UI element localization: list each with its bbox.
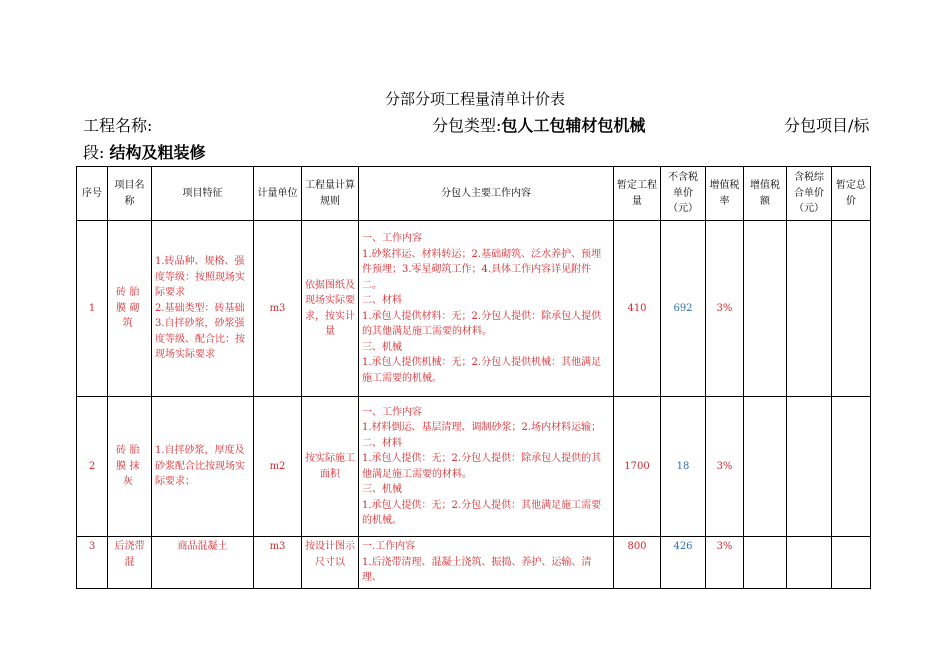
row-qty: 800	[614, 537, 661, 589]
table-row	[77, 221, 871, 397]
row-name: 砖胎膜砌筑	[108, 221, 152, 397]
feature-line: 2.基础类型：砖基础	[155, 302, 245, 314]
header-name: 项目名称	[108, 167, 152, 221]
section-value: 结构及粗装修	[109, 143, 206, 162]
feature-line: 3.自拌砂浆，砂浆强度等级、配合比：按现场实际要求	[155, 318, 245, 361]
row-work	[359, 221, 614, 397]
header-unit: 计量单位	[254, 167, 302, 221]
subcontract-type-value: 包人工包辅材包机械	[501, 116, 646, 135]
row-name: 砖胎膜抹灰	[108, 397, 152, 537]
row-total	[832, 537, 871, 589]
row-total	[832, 221, 871, 397]
row-price-ex: 18	[661, 397, 706, 537]
feature-line: 商品混凝土	[177, 541, 228, 552]
document-title: 分部分项工程量清单计价表	[384, 90, 565, 108]
work-line: 1.砂浆拌运、材料转运；2.基础砌筑、泛水养护、预埋件预埋；3.零星砌筑工作；4.具体工作内容详见附件二。	[362, 248, 602, 291]
row-work	[359, 397, 614, 537]
project-name-label: 工程名称:	[83, 116, 153, 135]
row-work	[359, 537, 614, 589]
row-total	[832, 397, 871, 537]
header-work: 分包人主要工作内容	[359, 167, 614, 221]
row-feature	[152, 397, 254, 537]
header-price-inc: 含税综合单价（元）	[787, 167, 832, 221]
table-row	[77, 397, 871, 537]
pricing-table	[76, 166, 871, 589]
header-feature: 项目特征	[152, 167, 254, 221]
row-vat-rate: 3%	[706, 221, 744, 397]
row-price-ex: 692	[661, 221, 706, 397]
row-price-inc	[787, 537, 832, 589]
work-line: 1.承包人提供：无；2.分包人提供：除承包人提供的其他满足施工需要的材料。	[362, 453, 602, 480]
work-line: 一、工作内容	[362, 233, 422, 244]
row-vat-amount	[744, 537, 787, 589]
work-line: 三、机械	[362, 484, 402, 495]
header-total: 暂定总价	[832, 167, 871, 221]
table-header-row	[77, 167, 871, 221]
row-seq: 2	[77, 397, 108, 537]
row-vat-amount	[744, 221, 787, 397]
row-rule: 依据图纸及现场实际要求，按实计量	[302, 221, 359, 397]
row-seq: 1	[77, 221, 108, 397]
row-feature	[152, 537, 254, 589]
section-label: 段:	[83, 143, 105, 162]
header-seq: 序号	[77, 167, 108, 221]
row-unit: m3	[254, 537, 302, 589]
row-name: 后浇带混	[108, 537, 152, 589]
row-price-inc	[787, 221, 832, 397]
row-rule: 按设计图示尺寸以	[302, 537, 359, 589]
header-qty: 暂定工程量	[614, 167, 661, 221]
work-line: 1.承包人提供：无；2.分包人提供：其他满足施工需要的机械。	[362, 499, 602, 526]
work-line: 二、材料	[362, 437, 402, 449]
row-price-ex: 426	[661, 537, 706, 589]
row-rule: 按实际施工面积	[302, 397, 359, 537]
feature-line: 1.砖品种、规格、强度等级：按照现场实际要求	[155, 256, 245, 299]
row-vat-rate: 3%	[706, 397, 744, 537]
feature-line: 1.自拌砂浆，厚度及砂浆配合比按现场实际要求；	[155, 445, 245, 488]
work-line: 三、机械	[362, 341, 402, 353]
row-qty: 1700	[614, 397, 661, 537]
work-line: 1.材料倒运、基层清理、调制砂浆；2.场内材料运输；	[362, 422, 602, 433]
header-price-ex: 不含税单价（元）	[661, 167, 706, 221]
row-seq: 3	[77, 537, 108, 589]
row-unit: m2	[254, 397, 302, 537]
subcontract-type	[432, 113, 645, 136]
work-line: 1.后浇带清理、混凝土浇筑、振捣、养护、运输、清理、	[362, 556, 592, 583]
row-unit: m3	[254, 221, 302, 397]
work-line: 一.工作内容	[362, 541, 416, 552]
row-qty: 410	[614, 221, 661, 397]
subcontract-item-label: 分包项目/标	[784, 116, 870, 135]
table-row	[77, 537, 871, 589]
row-feature	[152, 221, 254, 397]
work-line: 一、工作内容	[362, 406, 422, 418]
row-vat-amount	[744, 397, 787, 537]
subcontract-type-label: 分包类型:	[432, 116, 502, 135]
header-vat-amount: 增值税额	[744, 167, 787, 221]
header-rule: 工程量计算规则	[302, 167, 359, 221]
section-line	[83, 140, 206, 163]
row-price-inc	[787, 397, 832, 537]
header-vat-rate: 增值税率	[706, 167, 744, 221]
work-line: 1.承包人提供材料：无；2.分包人提供：除承包人提供的其他满足施工需要的材料。	[362, 310, 602, 337]
work-line: 二、材料	[362, 295, 402, 306]
work-line: 1.承包人提供机械：无；2.分包人提供机械：其他满足施工需要的机械。	[362, 357, 602, 384]
row-vat-rate: 3%	[706, 537, 744, 589]
